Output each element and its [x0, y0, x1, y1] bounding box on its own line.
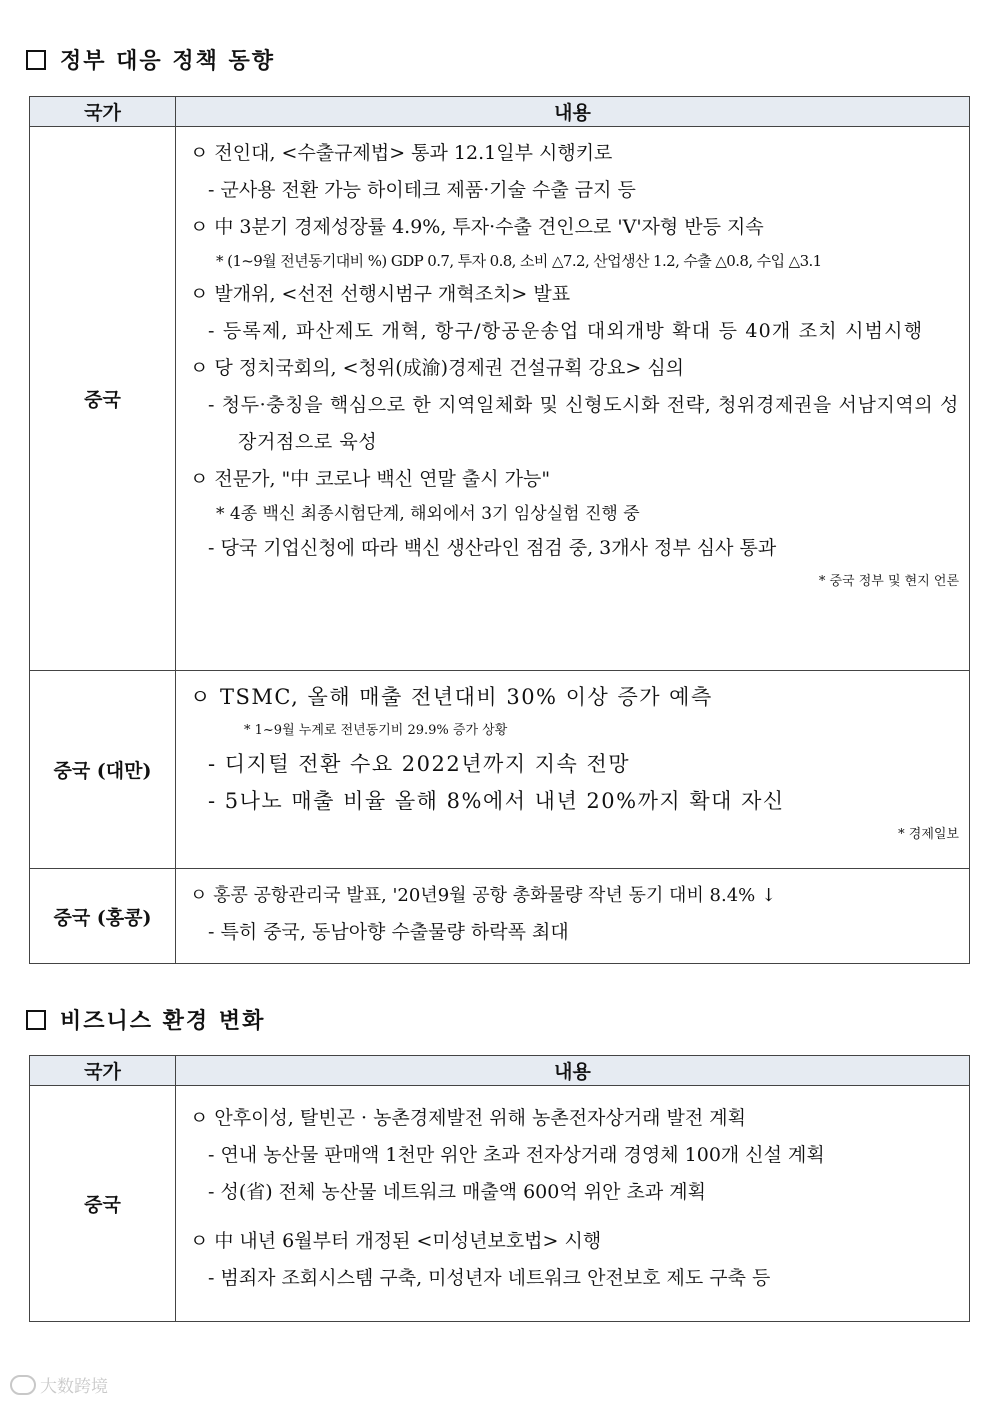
list-item: - 성(省) 전체 농산물 네트워크 매출액 600억 위안 초과 계획: [208, 1181, 706, 1203]
header-content: 내용: [176, 1056, 970, 1086]
section-title-business: [26, 1004, 265, 1035]
list-item: - 청두·충칭을 핵심으로 한 지역일체화 및 신형도시화 전략, 청위경제권을 서남지역의 성장거점으로 육성: [208, 394, 959, 453]
footnote: * 4종 백신 최종시험단계, 해외에서 3기 임상실험 진행 중: [216, 504, 640, 524]
country-cell: 중국 (홍콩): [30, 869, 176, 964]
section-title-policy: [26, 44, 275, 75]
list-item: - 당국 기업신청에 따라 백신 생산라인 점검 중, 3개사 정부 심사 통과: [208, 537, 777, 559]
list-item: - 등록제, 파산제도 개혁, 항구/항공운송업 대외개방 확대 등 40개 조치 시범시행: [208, 320, 924, 342]
watermark-text: 大数跨境: [40, 1377, 108, 1397]
header-country: 국가: [30, 97, 176, 127]
footnote: * (1~9월 전년동기대비 %) GDP 0.7, 투자 0.8, 소비 △7.2, 산업생산 1.2, 수출 △0.8, 수입 △3.1: [216, 252, 822, 270]
list-item: - 디지털 전환 수요 2022년까지 지속 전망: [208, 752, 631, 776]
watermark: [10, 1372, 108, 1397]
list-item: - 범죄자 조회시스템 구축, 미성년자 네트워크 안전보호 제도 구축 등: [208, 1267, 771, 1289]
list-item: ㅇ 당 정치국회의, <청위(成渝)경제권 건설규획 강요> 심의: [190, 357, 685, 379]
table-row: [30, 127, 970, 671]
list-item: - 5나노 매출 비율 올해 8%에서 내년 20%까지 확대 자신: [208, 789, 785, 813]
header-country: 국가: [30, 1056, 176, 1086]
source-note: * 경제일보: [898, 827, 959, 842]
content-cell: [176, 869, 970, 964]
table-header-row: [30, 97, 970, 127]
content-cell: [176, 671, 970, 869]
source-note: * 중국 정부 및 현지 언론: [818, 574, 959, 589]
table-header-row: [30, 1056, 970, 1086]
content-cell: [176, 127, 970, 671]
section-title-text: 정부 대응 정책 동향: [60, 48, 275, 74]
list-item: ㅇ 발개위, <선전 선행시범구 개혁조치> 발표: [190, 283, 571, 305]
list-item: - 특히 중국, 동남아향 수출물량 하락폭 최대: [208, 921, 569, 943]
list-item: ㅇ 전인대, <수출규제법> 통과 12.1일부 시행키로: [190, 142, 613, 164]
list-item: ㅇ 홍콩 공항관리국 발표, '20년9월 공항 총화물량 작년 동기 대비 8.4% ↓: [190, 885, 777, 906]
list-item: ㅇ 中 3분기 경제성장률 4.9%, 투자·수출 견인으로 'V'자형 반등 지속: [190, 216, 764, 238]
header-content: 내용: [176, 97, 970, 127]
list-item: ㅇ 中 내년 6월부터 개정된 <미성년보호법> 시행: [190, 1230, 602, 1252]
section-title-text: 비즈니스 환경 변화: [60, 1008, 266, 1034]
content-cell: [176, 1086, 970, 1322]
checkbox-square-icon: [26, 1010, 46, 1030]
country-cell: 중국: [30, 127, 176, 671]
list-item: ㅇ 안후이성, 탈빈곤 · 농촌경제발전 위해 농촌전자상거래 발전 계획: [190, 1107, 746, 1129]
brand-logo-icon: [10, 1375, 36, 1395]
country-cell: 중국 (대만): [30, 671, 176, 869]
table-row: [30, 671, 970, 869]
list-item: ㅇ 전문가, "中 코로나 백신 연말 출시 가능": [190, 468, 551, 490]
policy-table: [29, 96, 970, 964]
footnote: * 1~9월 누계로 전년동기비 29.9% 증가 상황: [244, 723, 508, 738]
list-item: - 연내 농산물 판매액 1천만 위안 초과 전자상거래 경영체 100개 신설 계획: [208, 1144, 825, 1166]
country-cell: 중국: [30, 1086, 176, 1322]
list-item: - 군사용 전환 가능 하이테크 제품·기술 수출 금지 등: [208, 179, 636, 201]
checkbox-square-icon: [26, 50, 46, 70]
list-item: ㅇ TSMC, 올해 매출 전년대비 30% 이상 증가 예측: [190, 685, 713, 709]
table-row: [30, 869, 970, 964]
table-row: [30, 1086, 970, 1322]
business-table: [29, 1055, 970, 1322]
